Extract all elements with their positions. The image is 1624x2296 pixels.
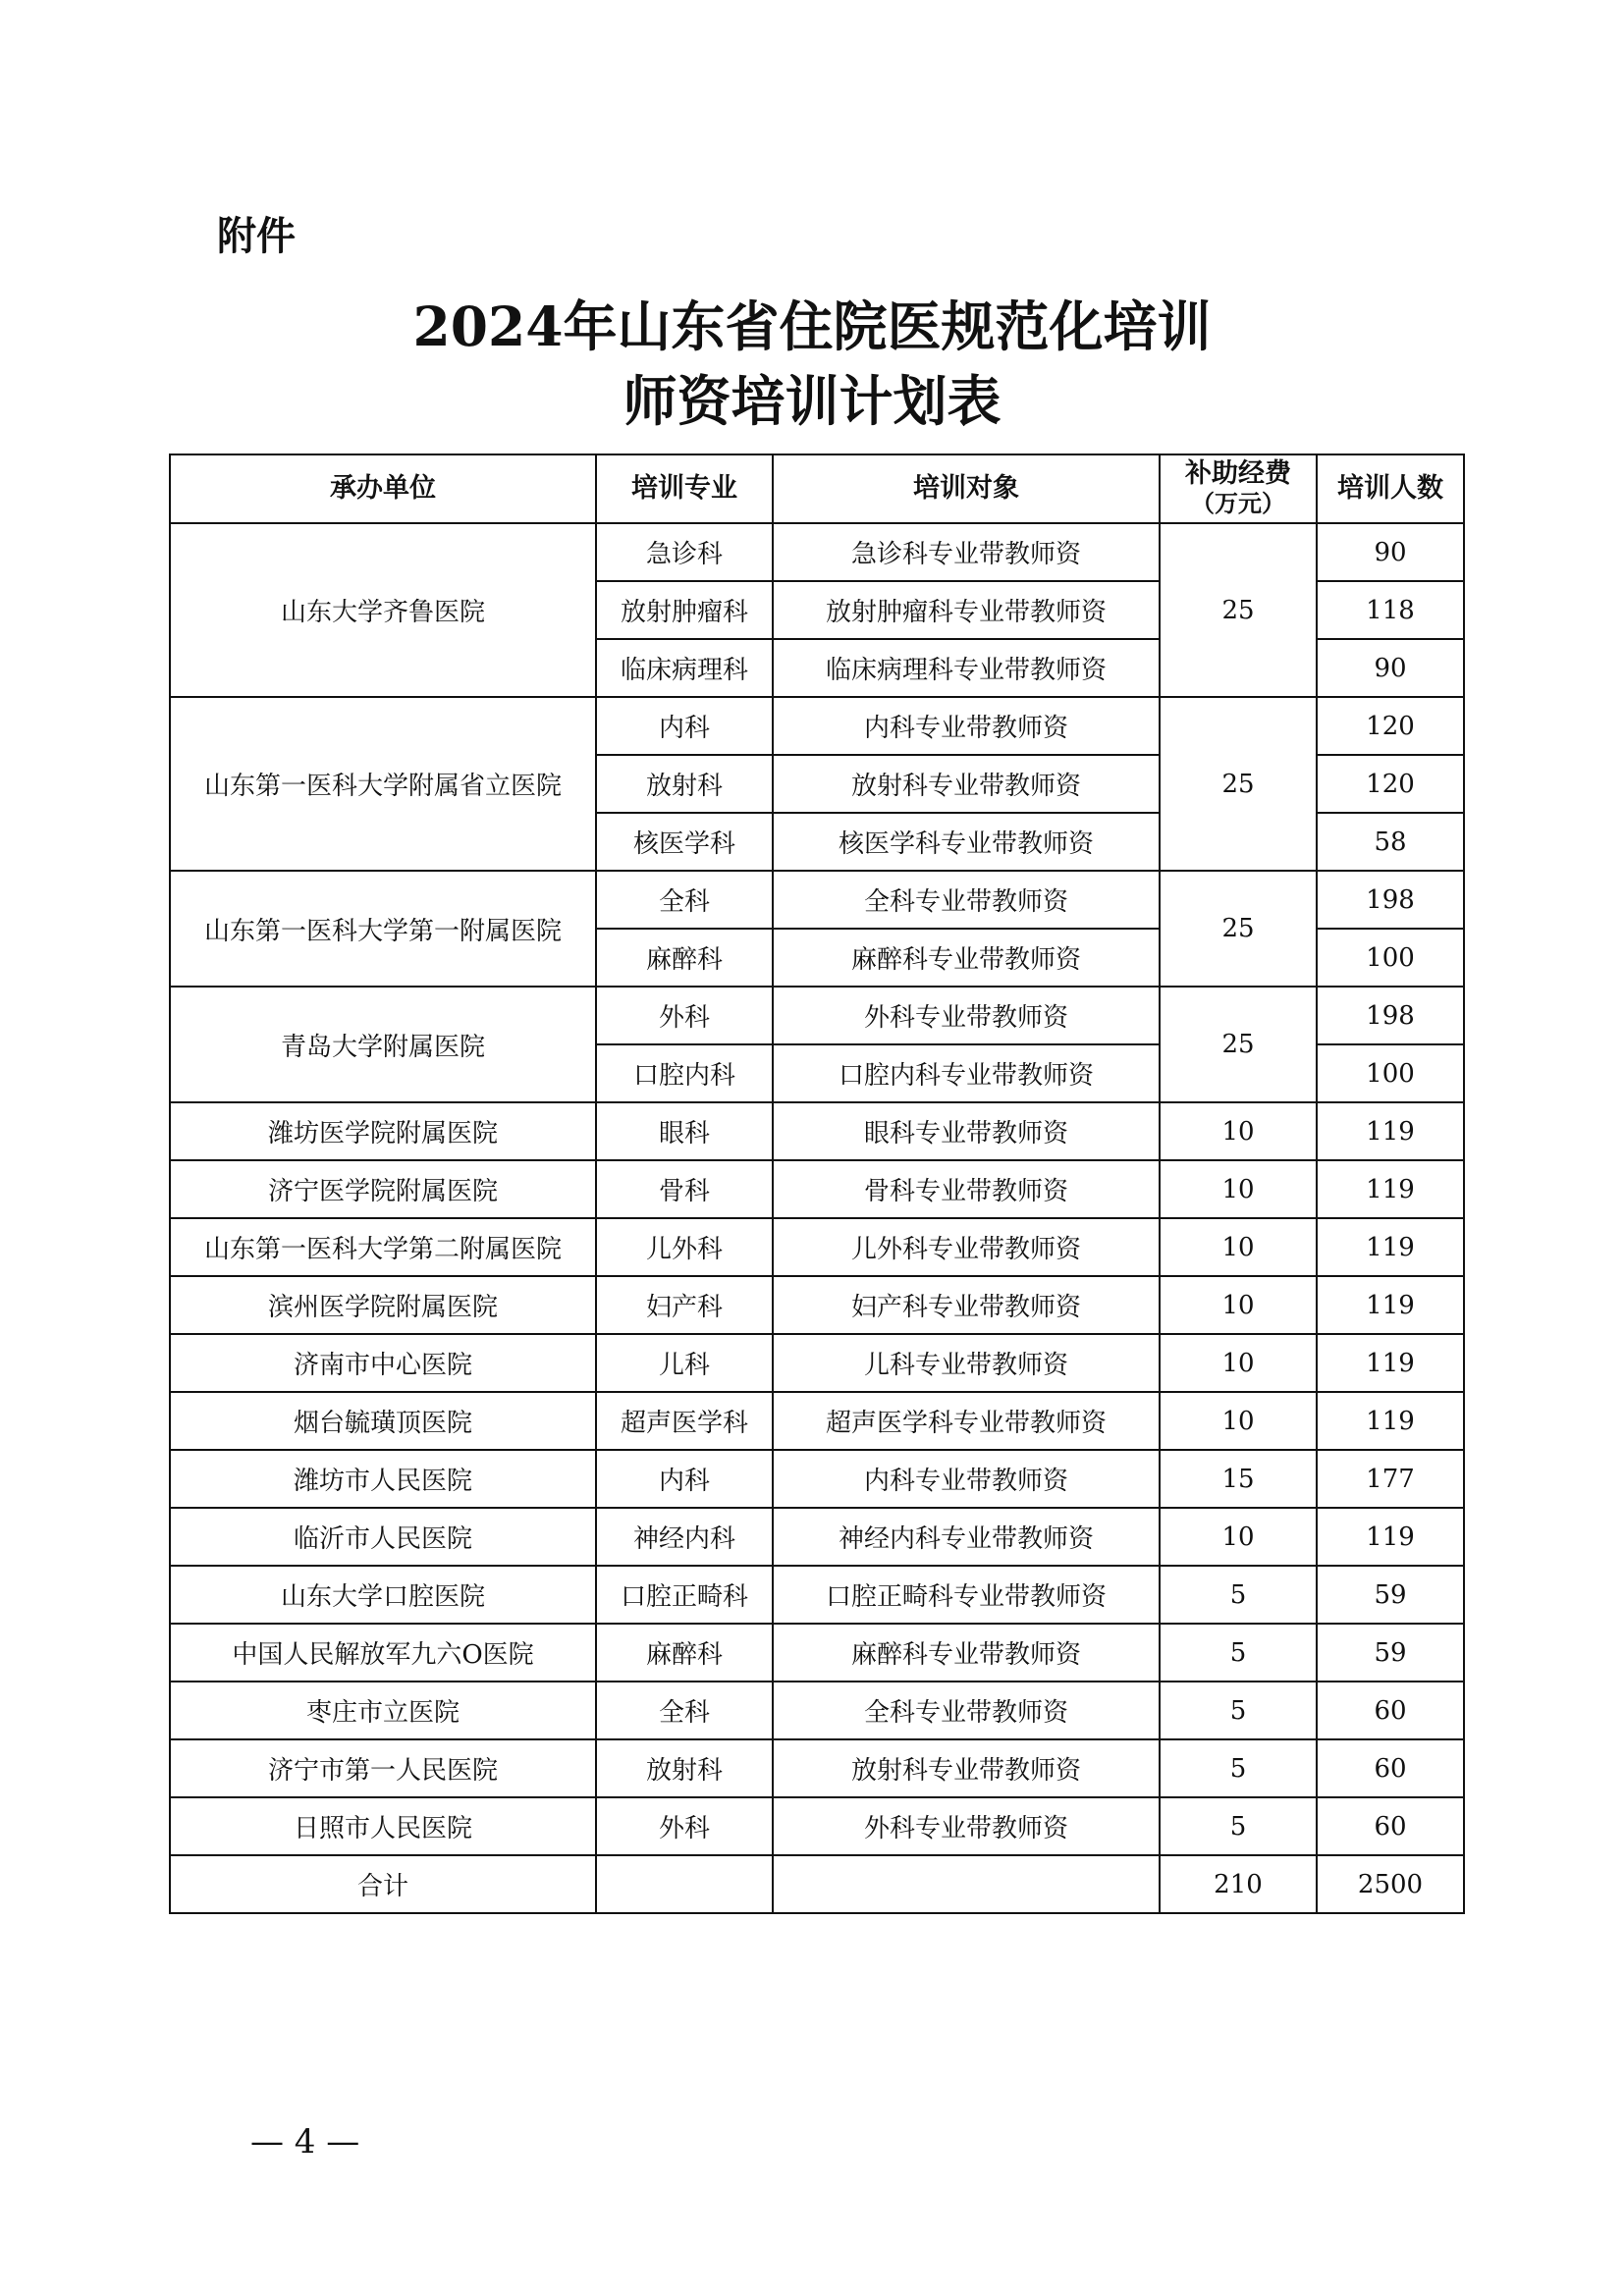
target-cell: 超声医学科专业带教师资	[773, 1392, 1160, 1450]
total-funding: 210	[1160, 1855, 1317, 1913]
specialty-cell: 麻醉科	[596, 929, 773, 987]
table-row	[170, 1739, 1464, 1797]
count-cell: 60	[1317, 1739, 1464, 1797]
specialty-cell: 外科	[596, 987, 773, 1044]
target-cell: 口腔内科专业带教师资	[773, 1044, 1160, 1102]
header-count: 培训人数	[1317, 454, 1464, 523]
target-cell: 眼科专业带教师资	[773, 1102, 1160, 1160]
table-header-row	[170, 454, 1464, 523]
table-row	[170, 1276, 1464, 1334]
count-cell: 90	[1317, 639, 1464, 697]
training-plan-table	[169, 454, 1465, 1914]
table-row	[170, 1682, 1464, 1739]
target-cell: 麻醉科专业带教师资	[773, 929, 1160, 987]
total-target-empty	[773, 1855, 1160, 1913]
unit-cell: 济宁市第一人民医院	[170, 1739, 596, 1797]
specialty-cell: 超声医学科	[596, 1392, 773, 1450]
unit-cell: 日照市人民医院	[170, 1797, 596, 1855]
specialty-cell: 放射科	[596, 755, 773, 813]
funding-cell: 25	[1160, 523, 1317, 697]
funding-cell: 25	[1160, 987, 1317, 1102]
table-row	[170, 1218, 1464, 1276]
table-row	[170, 1392, 1464, 1450]
table-row	[170, 1624, 1464, 1682]
target-cell: 儿科专业带教师资	[773, 1334, 1160, 1392]
header-funding	[1160, 454, 1317, 523]
specialty-cell: 放射肿瘤科	[596, 581, 773, 639]
count-cell: 119	[1317, 1160, 1464, 1218]
target-cell: 内科专业带教师资	[773, 697, 1160, 755]
table-row	[170, 523, 1464, 581]
unit-cell: 潍坊市人民医院	[170, 1450, 596, 1508]
count-cell: 177	[1317, 1450, 1464, 1508]
funding-cell: 5	[1160, 1797, 1317, 1855]
specialty-cell: 眼科	[596, 1102, 773, 1160]
target-cell: 全科专业带教师资	[773, 1682, 1160, 1739]
target-cell: 放射科专业带教师资	[773, 1739, 1160, 1797]
target-cell: 放射肿瘤科专业带教师资	[773, 581, 1160, 639]
count-cell: 119	[1317, 1102, 1464, 1160]
target-cell: 儿外科专业带教师资	[773, 1218, 1160, 1276]
count-cell: 100	[1317, 1044, 1464, 1102]
unit-cell: 山东第一医科大学第一附属医院	[170, 871, 596, 987]
count-cell: 198	[1317, 871, 1464, 929]
target-cell: 骨科专业带教师资	[773, 1160, 1160, 1218]
table-body	[170, 523, 1464, 1855]
page-number: — 4 —	[250, 2122, 360, 2162]
table-row	[170, 1450, 1464, 1508]
header-target: 培训对象	[773, 454, 1160, 523]
header-funding-label: 补助经费	[1185, 458, 1291, 489]
total-row	[170, 1855, 1464, 1913]
unit-cell: 临沂市人民医院	[170, 1508, 596, 1566]
specialty-cell: 全科	[596, 1682, 773, 1739]
table-row	[170, 697, 1464, 755]
count-cell: 120	[1317, 755, 1464, 813]
count-cell: 100	[1317, 929, 1464, 987]
specialty-cell: 神经内科	[596, 1508, 773, 1566]
specialty-cell: 麻醉科	[596, 1624, 773, 1682]
funding-cell: 5	[1160, 1682, 1317, 1739]
funding-cell: 10	[1160, 1102, 1317, 1160]
specialty-cell: 内科	[596, 1450, 773, 1508]
count-cell: 118	[1317, 581, 1464, 639]
table-row	[170, 987, 1464, 1044]
specialty-cell: 放射科	[596, 1739, 773, 1797]
funding-cell: 5	[1160, 1566, 1317, 1624]
target-cell: 外科专业带教师资	[773, 1797, 1160, 1855]
specialty-cell: 临床病理科	[596, 639, 773, 697]
count-cell: 60	[1317, 1682, 1464, 1739]
specialty-cell: 妇产科	[596, 1276, 773, 1334]
target-cell: 放射科专业带教师资	[773, 755, 1160, 813]
unit-cell: 青岛大学附属医院	[170, 987, 596, 1102]
count-cell: 119	[1317, 1392, 1464, 1450]
specialty-cell: 口腔内科	[596, 1044, 773, 1102]
unit-cell: 山东大学口腔医院	[170, 1566, 596, 1624]
specialty-cell: 口腔正畸科	[596, 1566, 773, 1624]
target-cell: 核医学科专业带教师资	[773, 813, 1160, 871]
unit-cell: 山东第一医科大学附属省立医院	[170, 697, 596, 871]
target-cell: 妇产科专业带教师资	[773, 1276, 1160, 1334]
table-row	[170, 1566, 1464, 1624]
count-cell: 90	[1317, 523, 1464, 581]
count-cell: 59	[1317, 1566, 1464, 1624]
funding-cell: 10	[1160, 1508, 1317, 1566]
table-row	[170, 1797, 1464, 1855]
specialty-cell: 儿科	[596, 1334, 773, 1392]
header-specialty: 培训专业	[596, 454, 773, 523]
target-cell: 外科专业带教师资	[773, 987, 1160, 1044]
target-cell: 神经内科专业带教师资	[773, 1508, 1160, 1566]
count-cell: 60	[1317, 1797, 1464, 1855]
unit-cell: 潍坊医学院附属医院	[170, 1102, 596, 1160]
table-row	[170, 871, 1464, 929]
funding-cell: 10	[1160, 1334, 1317, 1392]
target-cell: 全科专业带教师资	[773, 871, 1160, 929]
funding-cell: 15	[1160, 1450, 1317, 1508]
specialty-cell: 骨科	[596, 1160, 773, 1218]
funding-cell: 10	[1160, 1218, 1317, 1276]
count-cell: 198	[1317, 987, 1464, 1044]
unit-cell: 烟台毓璜顶医院	[170, 1392, 596, 1450]
document-title-line1: 2024年山东省住院医规范化培训	[412, 294, 1212, 358]
table-row	[170, 1334, 1464, 1392]
unit-cell: 济宁医学院附属医院	[170, 1160, 596, 1218]
funding-cell: 10	[1160, 1160, 1317, 1218]
target-cell: 口腔正畸科专业带教师资	[773, 1566, 1160, 1624]
unit-cell: 山东大学齐鲁医院	[170, 523, 596, 697]
specialty-cell: 核医学科	[596, 813, 773, 871]
unit-cell: 枣庄市立医院	[170, 1682, 596, 1739]
unit-cell: 滨州医学院附属医院	[170, 1276, 596, 1334]
count-cell: 58	[1317, 813, 1464, 871]
funding-cell: 25	[1160, 871, 1317, 987]
total-specialty-empty	[596, 1855, 773, 1913]
table-row	[170, 1102, 1464, 1160]
header-funding-unit: （万元）	[1191, 490, 1285, 517]
table-row	[170, 1508, 1464, 1566]
target-cell: 内科专业带教师资	[773, 1450, 1160, 1508]
specialty-cell: 外科	[596, 1797, 773, 1855]
unit-cell: 中国人民解放军九六O医院	[170, 1624, 596, 1682]
attachment-label: 附件	[217, 214, 296, 259]
total-label: 合计	[170, 1855, 596, 1913]
count-cell: 119	[1317, 1334, 1464, 1392]
document-title-line2: 师资培训计划表	[623, 369, 1001, 433]
count-cell: 119	[1317, 1218, 1464, 1276]
header-unit: 承办单位	[170, 454, 596, 523]
specialty-cell: 急诊科	[596, 523, 773, 581]
funding-cell: 5	[1160, 1624, 1317, 1682]
specialty-cell: 全科	[596, 871, 773, 929]
count-cell: 119	[1317, 1508, 1464, 1566]
funding-cell: 25	[1160, 697, 1317, 871]
target-cell: 临床病理科专业带教师资	[773, 639, 1160, 697]
total-count: 2500	[1317, 1855, 1464, 1913]
funding-cell: 5	[1160, 1739, 1317, 1797]
unit-cell: 济南市中心医院	[170, 1334, 596, 1392]
target-cell: 麻醉科专业带教师资	[773, 1624, 1160, 1682]
funding-cell: 10	[1160, 1276, 1317, 1334]
specialty-cell: 内科	[596, 697, 773, 755]
specialty-cell: 儿外科	[596, 1218, 773, 1276]
funding-cell: 10	[1160, 1392, 1317, 1450]
target-cell: 急诊科专业带教师资	[773, 523, 1160, 581]
count-cell: 119	[1317, 1276, 1464, 1334]
count-cell: 120	[1317, 697, 1464, 755]
table-row	[170, 1160, 1464, 1218]
unit-cell: 山东第一医科大学第二附属医院	[170, 1218, 596, 1276]
count-cell: 59	[1317, 1624, 1464, 1682]
